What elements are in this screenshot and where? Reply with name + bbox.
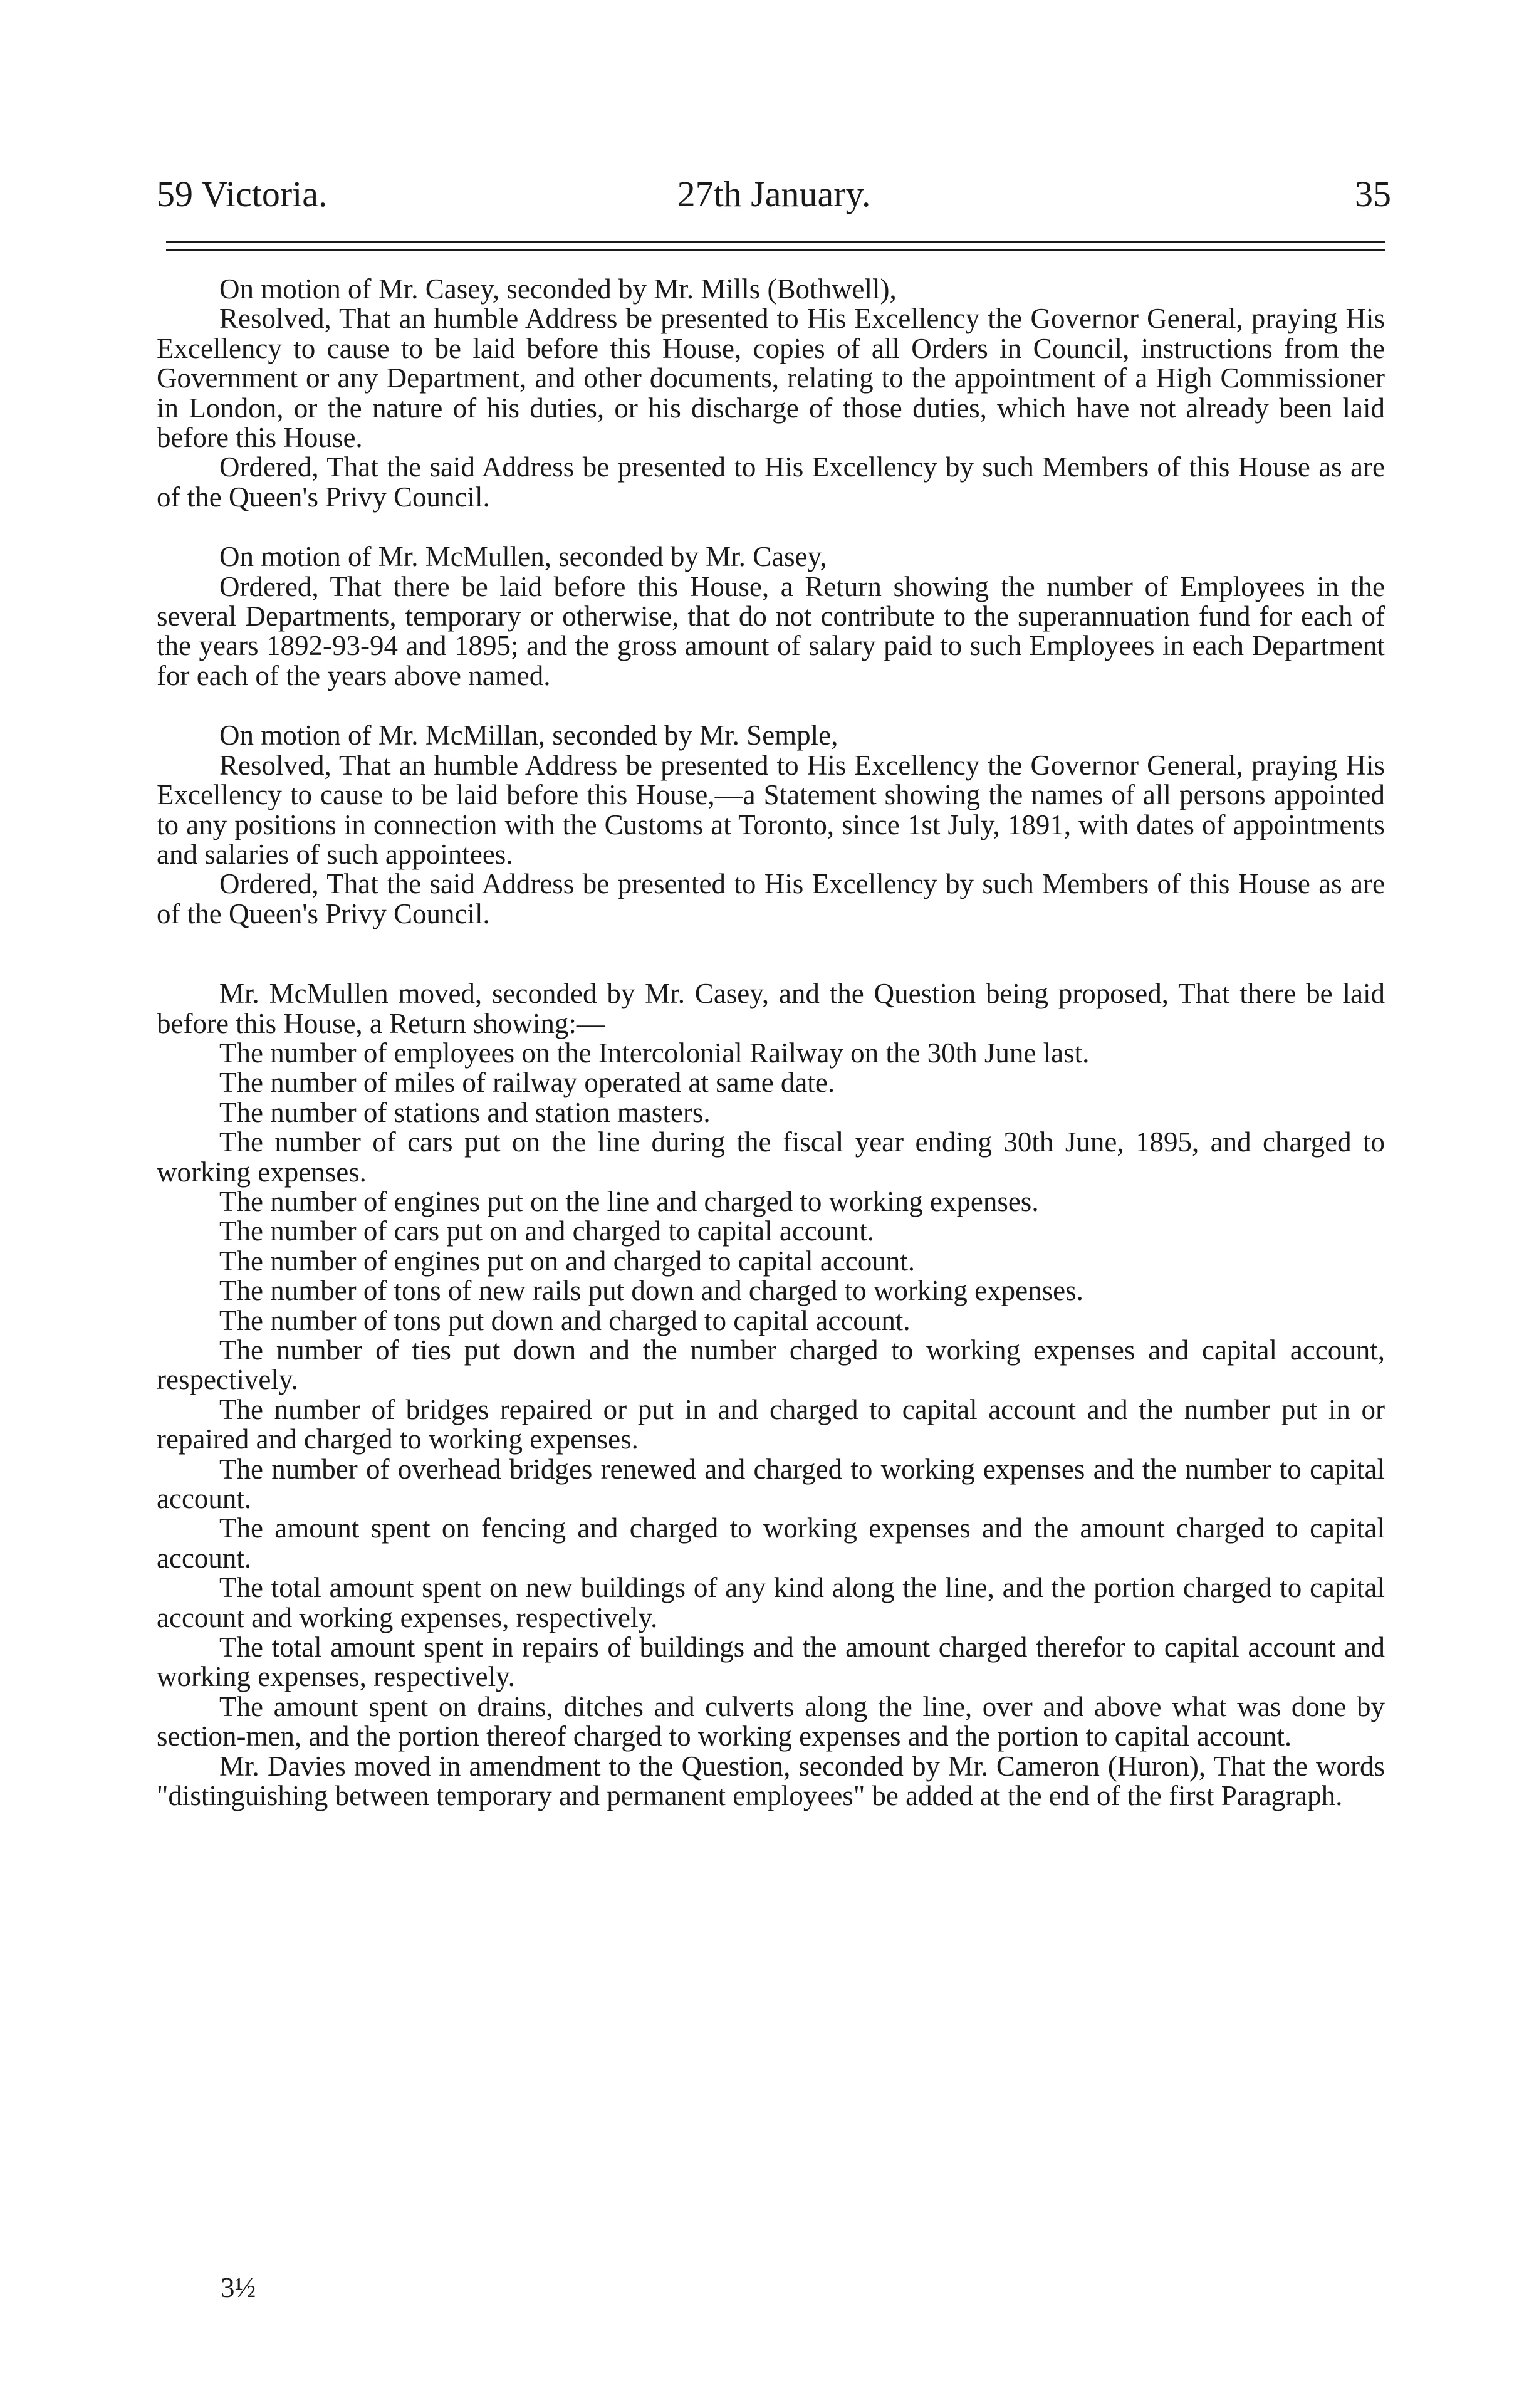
- header-rule-bottom: [166, 249, 1385, 251]
- return-item: The number of tons of new rails put down and charged to working expenses.: [219, 1275, 1083, 1307]
- session-label: 59 Victoria.: [157, 174, 328, 214]
- date-label: 27th January.: [677, 174, 871, 214]
- page-number: 35: [1355, 174, 1391, 214]
- motion-mcmillan-semple: On motion of Mr. McMillan, seconded by Mr. Semple,: [219, 720, 838, 751]
- return-item: The number of miles of railway operated at same date.: [219, 1067, 835, 1099]
- return-item: The amount spent on fencing and charged to working expenses and the amount charged to capital account.: [157, 1512, 1385, 1574]
- signature-mark: 3½: [221, 2272, 256, 2303]
- page-header: [157, 169, 1391, 219]
- return-item: The number of employees on the Intercolonial Railway on the 30th June last.: [219, 1037, 1090, 1069]
- order-return-employees: Ordered, That there be laid before this House, a Return showing the number of Employees in the several Departments, temporary or otherwise, that do not contribute to the superannuation fund for each of the years 1892-93-94 and 1895; and the gross amount of salary paid to such Employees in each Department for each of the years above named.: [157, 570, 1385, 691]
- page-body: [157, 275, 1385, 1811]
- resolution-high-commissioner: Resolved, That an humble Address be presented to His Excellency the Governor General, praying His Excellency to cause to be laid before this House, copies of all Orders in Council, instructions from the Government or any Department, and other documents, relating to the appointment of a High Commissioner in London, or the nature of his duties, or his discharge of those duties, which have not already been laid before this House.: [157, 303, 1385, 454]
- return-item: The number of engines put on and charged to capital account.: [219, 1245, 916, 1277]
- return-item: The number of cars put on the line during the fiscal year ending 30th June, 1895, and charged to working expenses.: [157, 1126, 1385, 1188]
- amendment-davies: Mr. Davies moved in amendment to the Question, seconded by Mr. Cameron (Huron), That the words "distinguishing between temporary and permanent employees" be added at the end of the first Paragraph.: [157, 1750, 1385, 1812]
- motion-casey-mills: On motion of Mr. Casey, seconded by Mr. Mills (Bothwell),: [219, 273, 897, 305]
- order-address-1: Ordered, That the said Address be presented to His Excellency by such Members of this House as are of the Queen's Privy Council.: [157, 451, 1385, 513]
- order-address-2: Ordered, That the said Address be presented to His Excellency by such Members of this House as are of the Queen's Privy Council.: [157, 868, 1385, 929]
- motion-mcmullen-return: Mr. McMullen moved, seconded by Mr. Casey, and the Question being proposed, That there be laid before this House, a Return showing:—: [157, 978, 1385, 1039]
- return-item: The number of engines put on the line and charged to working expenses.: [219, 1185, 1039, 1217]
- header-rule-top: [166, 241, 1385, 243]
- return-item: The total amount spent on new buildings of any kind along the line, and the portion charged to capital account and working expenses, respectively.: [157, 1572, 1385, 1633]
- return-item: The total amount spent in repairs of buildings and the amount charged therefor to capital account and working expenses, respectively.: [157, 1631, 1385, 1693]
- motion-mcmullen-casey: On motion of Mr. McMullen, seconded by Mr. Casey,: [219, 541, 827, 573]
- return-item: The number of cars put on and charged to capital account.: [219, 1215, 875, 1247]
- return-item: The number of stations and station masters.: [219, 1096, 711, 1128]
- return-item: The number of bridges repaired or put in and charged to capital account and the number put in or repaired and charged to working expenses.: [157, 1393, 1385, 1455]
- return-item: The number of overhead bridges renewed and charged to working expenses and the number to capital account.: [157, 1453, 1385, 1515]
- return-item: The amount spent on drains, ditches and culverts along the line, over and above what was done by section-men, and the portion thereof charged to working expenses and the portion to capital account.: [157, 1690, 1385, 1752]
- return-item: The number of ties put down and the number charged to working expenses and capital account, respectively.: [157, 1334, 1385, 1396]
- return-item: The number of tons put down and charged to capital account.: [219, 1304, 911, 1336]
- resolution-customs-toronto: Resolved, That an humble Address be presented to His Excellency the Governor General, praying His Excellency to cause to be laid before this House,—a Statement showing the names of all persons appointed to any positions in connection with the Customs at Toronto, since 1st July, 1891, with dates of appointments and salaries of such appointees.: [157, 749, 1385, 870]
